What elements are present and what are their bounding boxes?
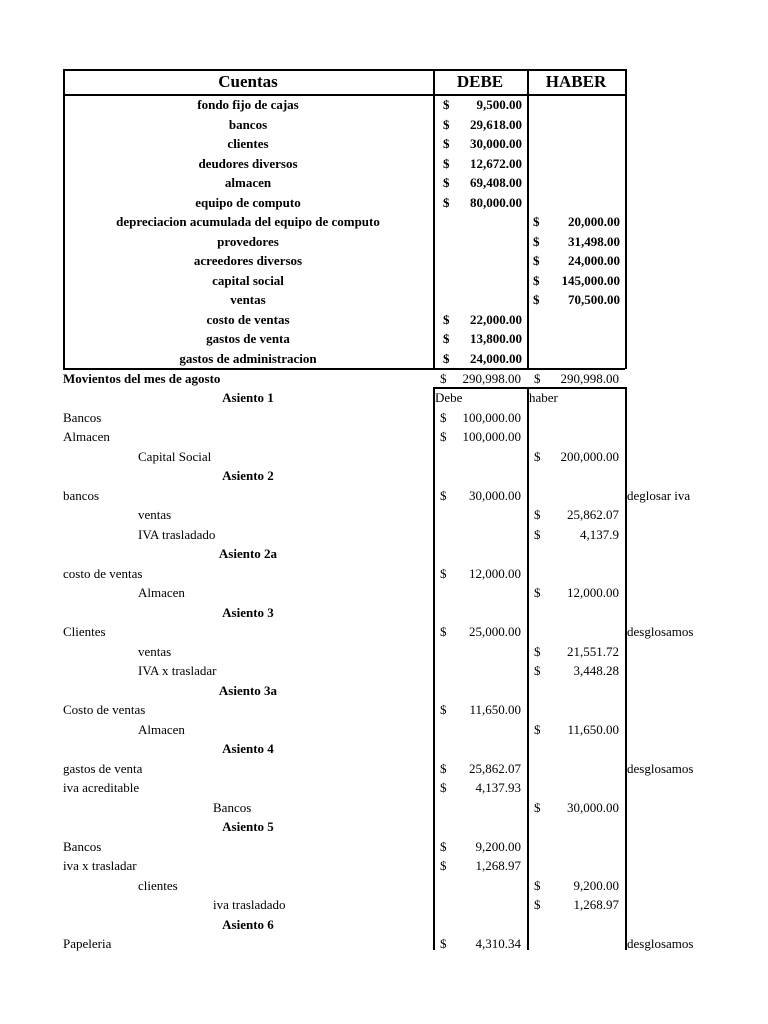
journal-row — [0, 798, 768, 818]
currency-sign: $ — [443, 136, 450, 151]
table-row — [0, 173, 768, 193]
header-debe[interactable]: DEBE — [456, 72, 504, 91]
totals-label: Movientos del mes de agosto — [63, 371, 221, 386]
currency-sign: $ — [440, 371, 447, 386]
totals-debe[interactable]: 290,998.00 — [462, 371, 521, 386]
debe-amount[interactable]: 22,000.00 — [470, 311, 522, 327]
account-name[interactable]: ventas — [138, 643, 172, 659]
currency-sign: $ — [534, 448, 541, 464]
account-name[interactable]: Bancos — [63, 409, 102, 425]
journal-row — [0, 622, 768, 642]
debe-amount[interactable]: 24,000.00 — [470, 350, 522, 366]
entry-note: desglosamos — [627, 760, 694, 776]
journal-row — [0, 447, 768, 467]
account-name[interactable]: IVA trasladado — [138, 526, 216, 542]
haber-amount[interactable]: 25,862.07 — [567, 507, 619, 522]
currency-sign: $ — [440, 565, 447, 581]
haber-amount[interactable]: 30,000.00 — [567, 799, 619, 815]
entry-title: Asiento 5 — [222, 819, 274, 834]
account-name[interactable]: iva trasladado — [213, 897, 286, 912]
currency-sign: $ — [534, 877, 541, 893]
account-name[interactable]: gastos de administracion — [179, 350, 317, 366]
account-name[interactable]: iva x trasladar — [63, 858, 137, 873]
entry-title-row — [0, 915, 768, 935]
debe-amount[interactable]: 30,000.00 — [470, 136, 522, 151]
table-row — [0, 310, 768, 330]
currency-sign: $ — [534, 371, 541, 386]
currency-sign: $ — [443, 155, 450, 171]
journal-header-row — [0, 388, 768, 408]
table-row — [0, 271, 768, 291]
account-name[interactable]: deudores diversos — [198, 155, 298, 171]
haber-amount[interactable]: 145,000.00 — [561, 272, 620, 288]
currency-sign: $ — [440, 936, 447, 951]
currency-sign: $ — [533, 214, 540, 229]
account-name[interactable]: costo de ventas — [206, 311, 290, 327]
haber-amount[interactable]: 12,000.00 — [567, 585, 619, 600]
journal-row — [0, 408, 768, 428]
currency-sign: $ — [533, 253, 540, 268]
haber-amount[interactable]: 21,551.72 — [567, 643, 619, 659]
currency-sign: $ — [534, 799, 541, 815]
currency-sign: $ — [534, 897, 541, 912]
currency-sign: $ — [443, 97, 450, 112]
journal-row — [0, 661, 768, 681]
account-name[interactable]: iva acreditable — [63, 780, 140, 795]
journal-haber-header[interactable]: haber — [529, 390, 558, 405]
entry-title-row — [0, 681, 768, 701]
currency-sign: $ — [533, 233, 540, 249]
currency-sign: $ — [533, 292, 540, 307]
account-name[interactable]: acreedores diversos — [193, 253, 303, 268]
currency-sign: $ — [440, 624, 447, 639]
journal-row — [0, 856, 768, 876]
account-name[interactable]: Almacen — [63, 429, 110, 444]
haber-amount[interactable]: 24,000.00 — [568, 253, 620, 268]
debe-amount[interactable]: 11,650.00 — [469, 702, 521, 717]
account-name[interactable]: Almacen — [138, 585, 185, 600]
account-name[interactable]: bancos — [228, 116, 268, 132]
account-name[interactable]: Costo de ventas — [63, 702, 146, 717]
debe-amount[interactable]: 12,000.00 — [469, 565, 521, 581]
currency-sign: $ — [534, 526, 541, 542]
entry-note: desglosamos — [627, 936, 694, 951]
currency-sign: $ — [443, 194, 450, 210]
haber-amount[interactable]: 9,200.00 — [573, 877, 619, 893]
table-row — [0, 134, 768, 154]
haber-amount[interactable]: 70,500.00 — [568, 292, 620, 307]
journal-row — [0, 700, 768, 720]
account-name[interactable]: capital social — [212, 272, 284, 288]
entry-note: deglosar iva — [627, 487, 691, 503]
currency-sign: $ — [533, 272, 540, 288]
account-name[interactable]: almacen — [224, 175, 272, 190]
table-row — [0, 251, 768, 271]
haber-amount[interactable]: 31,498.00 — [568, 233, 620, 249]
account-name[interactable]: Capital Social — [138, 448, 212, 464]
table-row — [0, 212, 768, 232]
haber-amount[interactable]: 1,268.97 — [573, 897, 619, 912]
debe-amount[interactable]: 4,310.34 — [475, 936, 521, 951]
totals-row — [0, 369, 768, 389]
currency-sign: $ — [440, 702, 447, 717]
account-name[interactable]: provedores — [217, 233, 279, 249]
account-name[interactable]: costo de ventas — [63, 565, 143, 581]
account-name[interactable]: depreciacion acumulada del equipo de computo — [116, 214, 380, 229]
account-name[interactable]: Almacen — [138, 721, 185, 737]
account-name[interactable]: ventas — [138, 507, 172, 522]
entry-title-row — [0, 603, 768, 623]
table-row — [0, 115, 768, 135]
currency-sign: $ — [534, 721, 541, 737]
journal-row — [0, 642, 768, 662]
debe-amount[interactable]: 13,800.00 — [470, 331, 522, 346]
entry-title: Asiento 4 — [222, 741, 274, 756]
currency-sign: $ — [443, 116, 450, 132]
currency-sign: $ — [443, 175, 450, 190]
entry-title-row — [0, 817, 768, 837]
haber-amount[interactable]: 11,650.00 — [567, 721, 619, 737]
journal-row — [0, 564, 768, 584]
haber-amount[interactable]: 20,000.00 — [568, 214, 620, 229]
account-name[interactable]: clientes — [227, 136, 269, 151]
currency-sign: $ — [534, 585, 541, 600]
entry-title: Asiento 3a — [218, 682, 278, 698]
header-cuentas[interactable]: Cuentas — [218, 72, 278, 91]
entry-title: Asiento 2 — [222, 468, 274, 483]
journal-row — [0, 583, 768, 603]
currency-sign: $ — [440, 780, 447, 795]
journal-row — [0, 525, 768, 545]
haber-amount[interactable]: 3,448.28 — [573, 663, 619, 678]
debe-amount[interactable]: 4,137.93 — [475, 780, 521, 795]
account-name[interactable]: IVA x trasladar — [138, 663, 217, 678]
currency-sign: $ — [440, 858, 447, 873]
table-row — [0, 232, 768, 252]
entry-title: Asiento 3 — [222, 604, 274, 620]
account-name[interactable]: Clientes — [63, 624, 106, 639]
table-row — [0, 349, 768, 369]
currency-sign: $ — [440, 838, 447, 854]
journal-debe-header[interactable]: Debe — [435, 390, 463, 405]
entry-title: Asiento 1 — [222, 390, 274, 405]
account-name[interactable]: ventas — [230, 292, 266, 307]
journal-row — [0, 934, 768, 954]
entry-title-row — [0, 544, 768, 564]
entry-title: Asiento 6 — [222, 916, 274, 932]
journal-row — [0, 837, 768, 857]
debe-amount[interactable]: 9,200.00 — [475, 838, 521, 854]
journal-row — [0, 778, 768, 798]
account-name[interactable]: bancos — [63, 487, 100, 503]
currency-sign: $ — [534, 643, 541, 659]
currency-sign: $ — [534, 663, 541, 678]
currency-sign: $ — [443, 331, 450, 346]
debe-amount[interactable]: 100,000.00 — [462, 429, 521, 444]
haber-amount[interactable]: 200,000.00 — [560, 448, 619, 464]
account-name[interactable]: Papeleria — [63, 936, 112, 951]
table-row — [0, 329, 768, 349]
currency-sign: $ — [440, 409, 447, 425]
account-name[interactable]: Bancos — [213, 799, 252, 815]
debe-amount[interactable]: 30,000.00 — [469, 487, 521, 503]
journal-row — [0, 895, 768, 915]
debe-amount[interactable]: 29,618.00 — [470, 116, 522, 132]
debe-amount[interactable]: 25,862.07 — [469, 760, 521, 776]
account-name[interactable]: clientes — [138, 877, 178, 893]
journal-row — [0, 505, 768, 525]
table-row — [0, 290, 768, 310]
table-header-row — [0, 69, 768, 95]
debe-amount[interactable]: 1,268.97 — [475, 858, 521, 873]
table-row — [0, 95, 768, 115]
currency-sign: $ — [440, 487, 447, 503]
account-name[interactable]: gastos de venta — [63, 760, 143, 776]
debe-amount[interactable]: 69,408.00 — [470, 175, 522, 190]
entry-title: Asiento 2a — [218, 546, 278, 561]
account-name[interactable]: gastos de venta — [206, 331, 290, 346]
haber-amount[interactable]: 4,137.9 — [580, 526, 619, 542]
currency-sign: $ — [443, 350, 450, 366]
account-name[interactable]: equipo de computo — [195, 194, 301, 210]
table-row — [0, 154, 768, 174]
journal-row — [0, 720, 768, 740]
table-row — [0, 193, 768, 213]
journal-row — [0, 876, 768, 896]
account-name[interactable]: fondo fijo de cajas — [197, 97, 299, 112]
entry-title-row — [0, 466, 768, 486]
debe-amount[interactable]: 12,672.00 — [470, 155, 522, 171]
debe-amount[interactable]: 80,000.00 — [470, 194, 522, 210]
debe-amount[interactable]: 9,500.00 — [476, 97, 522, 112]
currency-sign: $ — [443, 311, 450, 327]
entry-note: desglosamos — [627, 624, 694, 639]
journal-row — [0, 759, 768, 779]
currency-sign: $ — [440, 760, 447, 776]
header-haber[interactable]: HABER — [545, 72, 607, 91]
journal-row — [0, 486, 768, 506]
debe-amount[interactable]: 100,000.00 — [462, 409, 521, 425]
debe-amount[interactable]: 25,000.00 — [469, 624, 521, 639]
currency-sign: $ — [440, 429, 447, 444]
currency-sign: $ — [534, 507, 541, 522]
totals-haber[interactable]: 290,998.00 — [560, 371, 619, 386]
entry-title-row — [0, 739, 768, 759]
account-name[interactable]: Bancos — [63, 838, 102, 854]
journal-row — [0, 427, 768, 447]
